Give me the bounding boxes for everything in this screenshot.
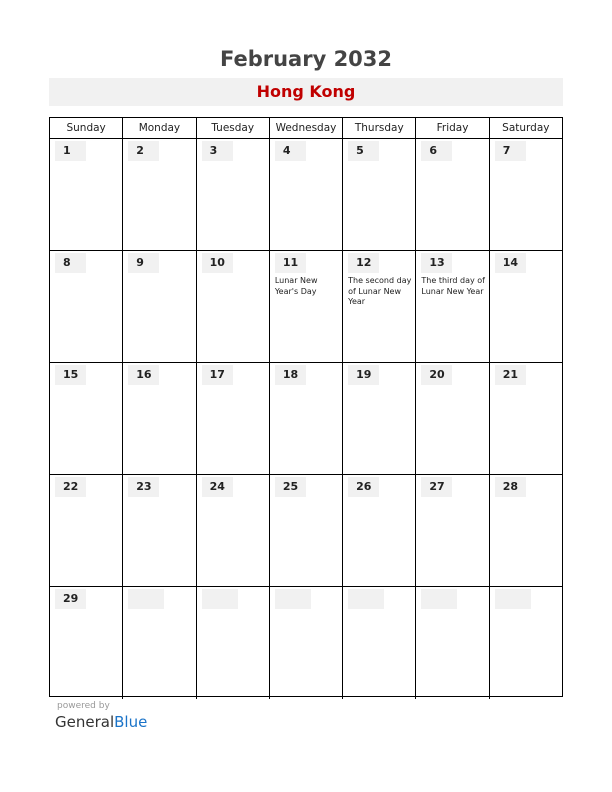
day-cell	[490, 363, 562, 474]
day-number: 27	[421, 477, 452, 497]
day-number	[421, 589, 457, 609]
weekday-monday: Monday	[123, 118, 196, 138]
weekday-friday: Friday	[416, 118, 489, 138]
day-number: 18	[275, 365, 306, 385]
day-number: 10	[202, 253, 233, 273]
day-cell	[490, 587, 562, 699]
day-cell	[197, 475, 270, 586]
day-number: 20	[421, 365, 452, 385]
day-cell	[123, 363, 196, 474]
holiday-label: Lunar New Year's Day	[274, 276, 318, 296]
holiday-label: The second day of Lunar New Year	[348, 276, 412, 306]
day-number: 12	[348, 253, 379, 273]
generalblue-logo	[55, 713, 147, 731]
day-number: 17	[202, 365, 233, 385]
day-number: 26	[348, 477, 379, 497]
day-cell	[343, 363, 416, 474]
day-number: 1	[55, 141, 86, 161]
day-number: 21	[495, 365, 526, 385]
day-number: 29	[55, 589, 86, 609]
week-row	[50, 251, 562, 363]
day-number: 14	[495, 253, 526, 273]
calendar-grid	[49, 117, 563, 697]
day-cell	[490, 251, 562, 362]
day-cell	[50, 475, 123, 586]
day-cell	[343, 475, 416, 586]
day-cell	[343, 139, 416, 250]
region-name: Hong Kong	[256, 82, 356, 101]
day-number: 22	[55, 477, 86, 497]
day-number: 2	[128, 141, 159, 161]
day-cell	[343, 587, 416, 699]
day-cell	[123, 251, 196, 362]
day-cell	[270, 139, 343, 250]
day-cell	[416, 251, 489, 362]
day-number: 28	[495, 477, 526, 497]
day-number: 5	[348, 141, 379, 161]
day-number: 11	[275, 253, 306, 273]
day-number: 4	[275, 141, 306, 161]
day-number: 23	[128, 477, 159, 497]
brand-general: General	[55, 713, 115, 731]
day-number: 8	[55, 253, 86, 273]
day-cell	[197, 251, 270, 362]
brand-blue: Blue	[114, 713, 148, 731]
day-cell	[490, 475, 562, 586]
day-cell	[50, 587, 123, 699]
day-cell	[270, 363, 343, 474]
powered-by-label: powered by	[57, 701, 110, 711]
weekday-saturday: Saturday	[502, 122, 550, 134]
week-row	[50, 363, 562, 475]
day-cell	[343, 251, 416, 362]
day-cell	[197, 363, 270, 474]
day-number	[275, 589, 311, 609]
day-cell	[197, 139, 270, 250]
day-number	[495, 589, 531, 609]
day-number: 19	[348, 365, 379, 385]
day-cell	[123, 587, 196, 699]
calendar-title: February 2032	[219, 47, 393, 71]
day-number: 25	[275, 477, 306, 497]
day-number: 9	[128, 253, 159, 273]
weekday-wednesday: Wednesday	[270, 118, 343, 138]
day-number: 13	[421, 253, 452, 273]
day-number: 3	[202, 141, 233, 161]
weekday-tuesday: Tuesday	[197, 118, 270, 138]
day-cell	[416, 475, 489, 586]
day-number: 24	[202, 477, 233, 497]
day-cell	[197, 587, 270, 699]
day-number: 6	[421, 141, 452, 161]
day-number: 7	[495, 141, 526, 161]
week-row	[50, 475, 562, 587]
region-bar	[49, 78, 563, 106]
day-cell	[270, 475, 343, 586]
day-cell	[50, 251, 123, 362]
day-cell	[270, 587, 343, 699]
day-number: 15	[55, 365, 86, 385]
holiday-label: The third day of Lunar New Year	[421, 276, 485, 296]
week-row	[50, 587, 562, 699]
weekday-header	[50, 118, 562, 139]
day-cell	[123, 475, 196, 586]
day-number	[348, 589, 384, 609]
day-cell	[123, 139, 196, 250]
day-cell	[50, 139, 123, 250]
day-number	[202, 589, 238, 609]
day-number: 16	[128, 365, 159, 385]
week-row	[50, 139, 562, 251]
day-cell	[270, 251, 343, 362]
day-cell	[416, 363, 489, 474]
weekday-thursday: Thursday	[343, 118, 416, 138]
day-cell	[490, 139, 562, 250]
day-cell	[416, 587, 489, 699]
day-cell	[50, 363, 123, 474]
day-number	[128, 589, 164, 609]
weekday-sunday: Sunday	[50, 118, 123, 138]
day-cell	[416, 139, 489, 250]
